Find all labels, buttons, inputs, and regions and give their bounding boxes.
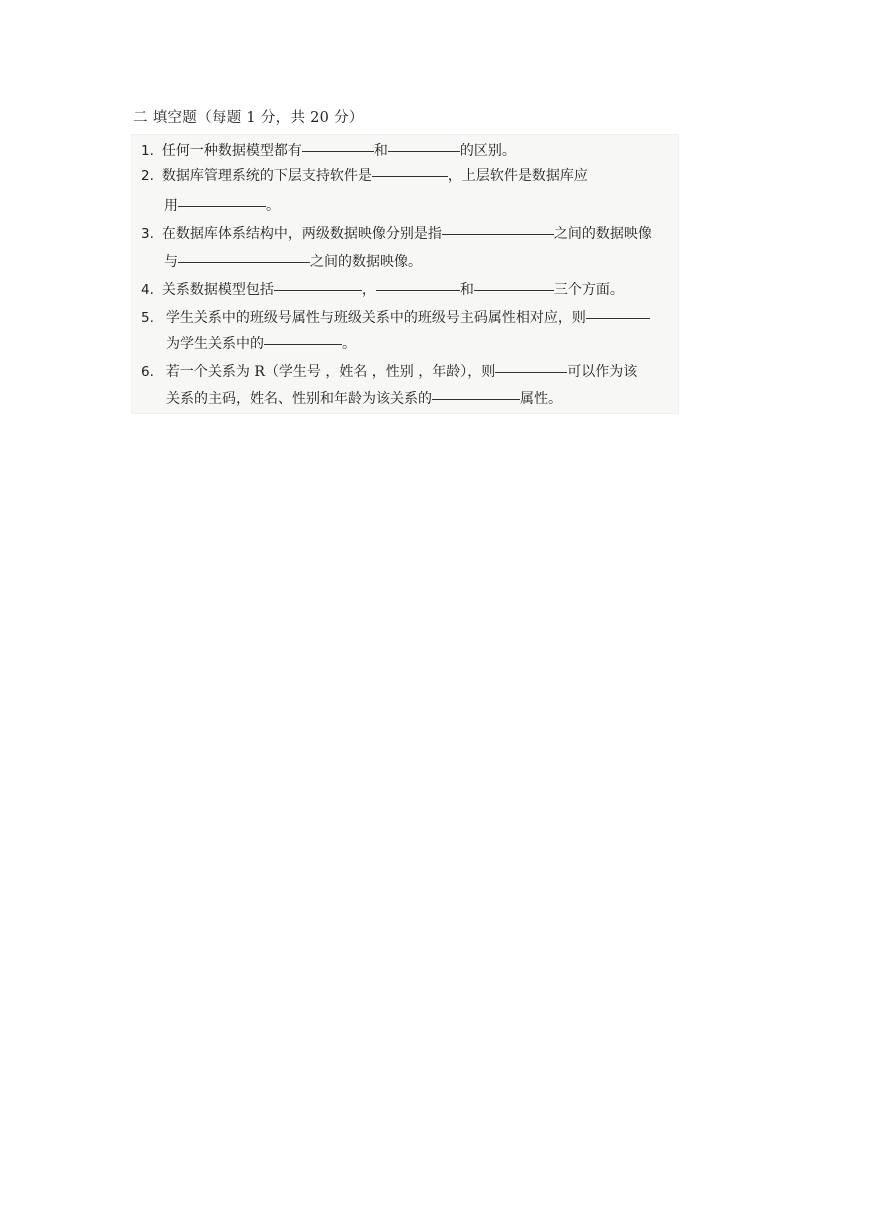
question-text: 关系的主码，姓名、性别和年龄为该关系的 [166, 391, 432, 407]
question-3-continued [164, 251, 422, 271]
question-text: 学生关系中的班级号属性与班级关系中的班级号主码属性相对应，则 [165, 310, 586, 326]
question-3 [141, 223, 652, 243]
answer-blank [178, 261, 310, 263]
question-text: 三个方面。 [553, 282, 624, 298]
question-text: 若一个关系为 R（学生号 ，姓名 ，性别 ，年龄），则 [165, 364, 496, 380]
question-2-continued [164, 195, 280, 215]
question-text: ， [361, 282, 376, 298]
question-text: 和 [459, 282, 474, 298]
question-text: 数据库管理系统的下层支持软件是 [161, 168, 372, 184]
question-2 [141, 165, 588, 185]
question-text: 用 [164, 198, 178, 214]
scanned-question-block [131, 134, 679, 414]
question-number: 6. [141, 364, 154, 380]
question-5 [141, 307, 650, 327]
question-text: 和 [373, 143, 388, 159]
question-number: 2. [141, 168, 154, 184]
question-text: 可以作为该 [567, 364, 638, 380]
section-heading: 二 填空题（每题 1 分，共 20 分） [133, 110, 364, 126]
question-text: 为学生关系中的 [166, 336, 264, 352]
answer-blank [586, 317, 650, 319]
question-text: 之间的数据映像 [553, 226, 652, 242]
question-number: 5. [141, 310, 154, 326]
question-text: 关系数据模型包括 [161, 282, 274, 298]
question-text: 任何一种数据模型都有 [161, 143, 302, 159]
answer-blank [274, 289, 362, 291]
question-number: 1. [141, 143, 154, 159]
answer-blank [302, 150, 374, 152]
answer-blank [495, 371, 567, 373]
question-6-continued [166, 388, 562, 408]
question-text: 与 [164, 254, 178, 270]
question-text: 之间的数据映像。 [310, 254, 422, 270]
question-text: 在数据库体系结构中，两级数据映像分别是指 [161, 226, 442, 242]
answer-blank [264, 343, 342, 345]
question-1 [141, 140, 516, 160]
question-4 [141, 279, 624, 299]
answer-blank [376, 289, 460, 291]
question-5-continued [166, 333, 356, 353]
question-text: 属性。 [520, 391, 562, 407]
answer-blank [474, 289, 554, 291]
question-text: 。 [266, 198, 280, 214]
answer-blank [372, 175, 448, 177]
question-text: ，上层软件是数据库应 [447, 168, 588, 184]
answer-blank [388, 150, 460, 152]
question-number: 3. [141, 226, 154, 242]
question-text: 。 [342, 336, 356, 352]
question-text: 的区别。 [459, 143, 516, 159]
answer-blank [442, 233, 554, 235]
answer-blank [178, 205, 266, 207]
question-number: 4. [141, 282, 154, 298]
answer-blank [432, 398, 520, 400]
question-6 [141, 361, 637, 381]
